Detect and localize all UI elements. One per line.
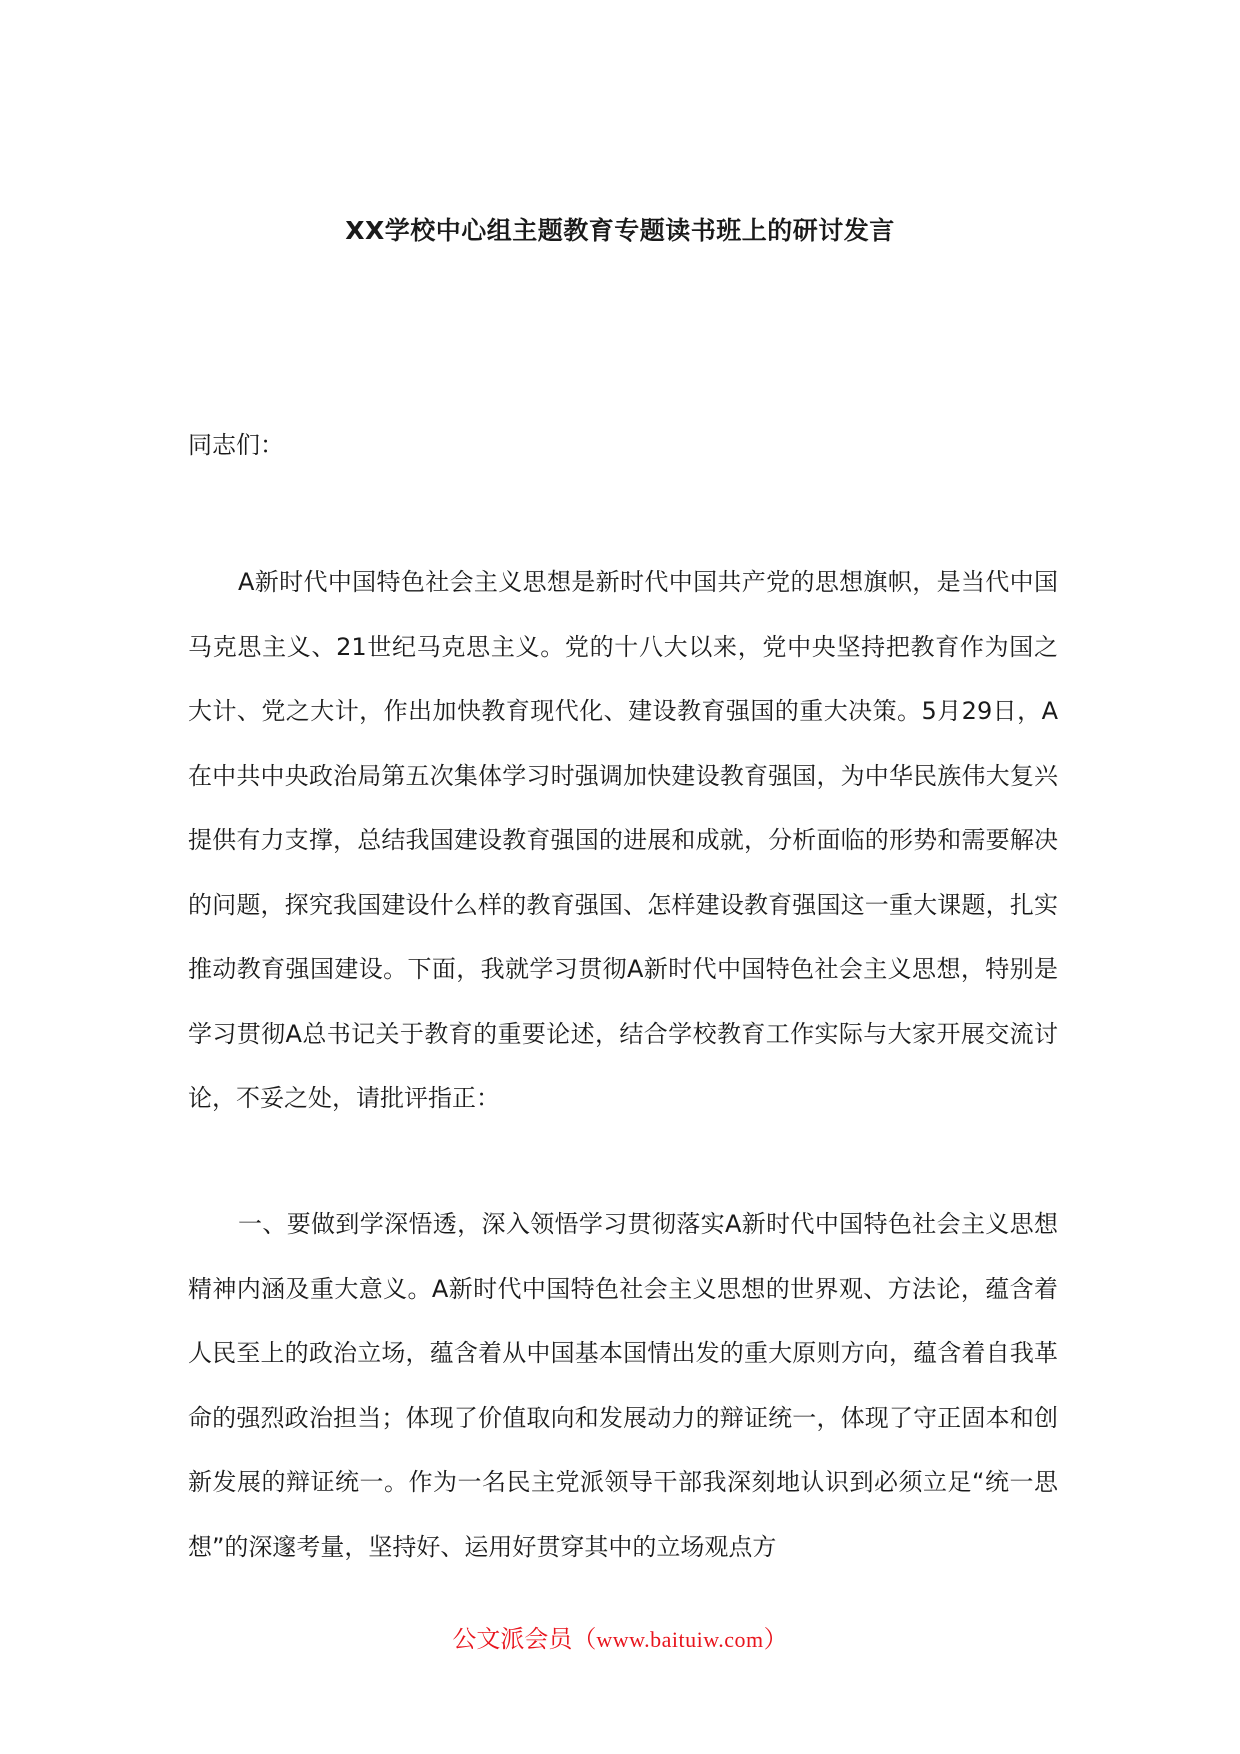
footer-open-paren: （ bbox=[572, 1625, 597, 1653]
body-paragraph-intro: A新时代中国特色社会主义思想是新时代中国共产党的思想旗帜，是当代中国马克思主义、21世纪马克思主义。党的十八大以来，党中央坚持把教育作为国之大计、党之大计，作出加快教育现代化、建设教育强国的重大决策。5月29日，A在中共中央政治局第五次集体学习时强调加快建设教育强国，为中华民族伟大复兴提供有力支撑，总结我国建设教育强国的进展和成就，分析面临的形势和需要解决的问题，探究我国建设什么样的教育强国、怎样建设教育强国这一重大课题，扎实推动教育强国建设。下面，我就学习贯彻A新时代中国特色社会主义思想，特别是学习贯彻A总书记关于教育的重要论述，结合学校教育工作实际与大家开展交流讨论，不妥之处，请批评指正： bbox=[188, 568, 1058, 1112]
footer-watermark bbox=[0, 1622, 1240, 1657]
footer-close-paren: ） bbox=[763, 1625, 788, 1653]
footer-brand: 公文派会员 bbox=[452, 1625, 573, 1653]
body-paragraph-section-one: 一、要做到学深悟透，深入领悟学习贯彻落实A新时代中国特色社会主义思想精神内涵及重大意义。A新时代中国特色社会主义思想的世界观、方法论，蕴含着人民至上的政治立场，蕴含着从中国基本国情出发的重大原则方向，蕴含着自我革命的强烈政治担当；体现了价值取向和发展动力的辩证统一，体现了守正固本和创新发展的辩证统一。作为一名民主党派领导干部我深刻地认识到必须立足“统一思想”的深邃考量，坚持好、运用好贯穿其中的立场观点方 bbox=[188, 1210, 1058, 1561]
salutation: 同志们： bbox=[188, 431, 284, 459]
footer-url: www.baituiw.com bbox=[596, 1627, 764, 1652]
document-title: XX学校中心组主题教育专题读书班上的研讨发言 bbox=[345, 216, 895, 245]
